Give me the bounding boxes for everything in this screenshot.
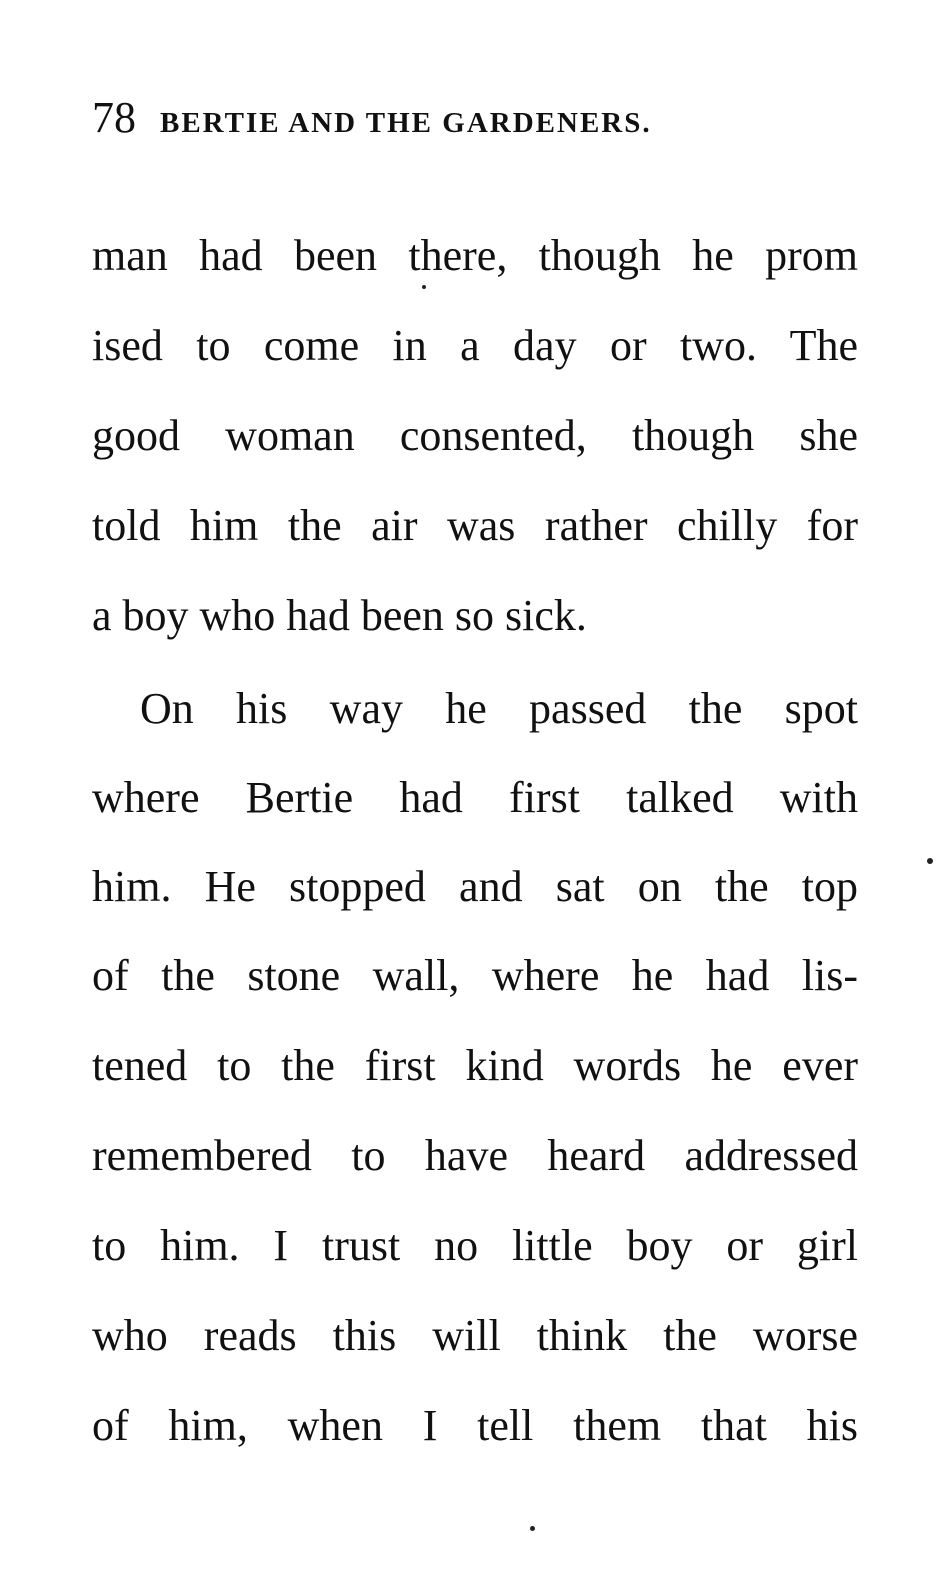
- body-line: told him the air was rather chilly for: [92, 501, 858, 550]
- paragraph-first-line: On his way he passed the spot: [140, 684, 858, 733]
- body-line: of the stone wall, where he had lis-: [92, 951, 858, 1000]
- body-line: to him. I trust no little boy or girl: [92, 1221, 858, 1270]
- running-header: [92, 92, 862, 143]
- body-line: where Bertie had first talked with: [92, 773, 858, 822]
- running-title: BERTIE AND THE GARDENERS.: [160, 107, 652, 139]
- body-line: good woman consented, though she: [92, 411, 858, 460]
- body-line: of him, when I tell them that his: [92, 1401, 858, 1450]
- body-line: who reads this will think the worse: [92, 1311, 858, 1360]
- body-line: tened to the first kind words he ever: [92, 1041, 858, 1090]
- page-number: 78: [92, 93, 136, 142]
- print-speck: [530, 1526, 535, 1531]
- print-speck: [422, 285, 426, 289]
- print-speck: [927, 858, 933, 864]
- body-line: man had been there, though he prom: [92, 231, 858, 280]
- body-line: remembered to have heard addressed: [92, 1131, 858, 1180]
- body-line: him. He stopped and sat on the top: [92, 862, 858, 911]
- body-line: ised to come in a day or two. The: [92, 321, 858, 370]
- body-line: a boy who had been so sick.: [92, 591, 587, 640]
